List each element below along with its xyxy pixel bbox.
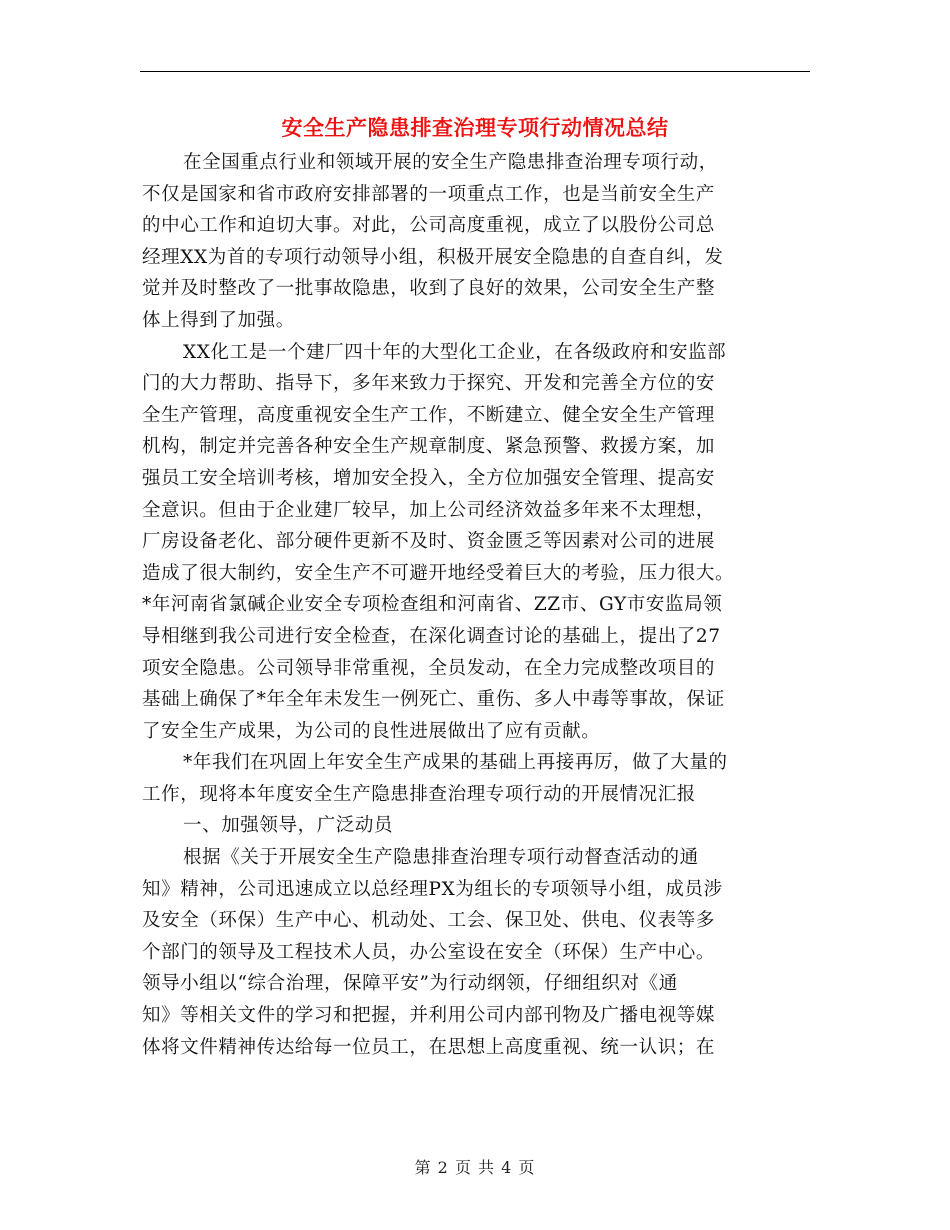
body-line: 项安全隐患。公司领导非常重视，全员发动，在全力完成整改项目的 xyxy=(142,657,716,679)
body-line: 知》精神，公司迅速成立以总经理PX为组长的专项领导小组，成员涉 xyxy=(142,878,723,900)
body-line: *年河南省氯碱企业安全专项检查组和河南省、ZZ市、GY市安监局领 xyxy=(142,594,723,616)
body-line: 全生产管理，高度重视安全生产工作，不断建立、健全安全生产管理 xyxy=(142,404,716,426)
body-line: 觉并及时整改了一批事故隐患，收到了良好的效果，公司安全生产整 xyxy=(142,278,716,300)
document-body xyxy=(142,147,812,1063)
body-line: 导相继到我公司进行安全检查，在深化调查讨论的基础上，提出了27 xyxy=(142,625,721,647)
body-line: 在全国重点行业和领域开展的安全生产隐患排查治理专项行动， xyxy=(183,152,718,173)
body-line: 体将文件精神传达给每一位员工，在思想上高度重视、统一认识；在 xyxy=(142,1036,716,1058)
body-line: 工作，现将本年度安全生产隐患排查治理专项行动的开展情况汇报 xyxy=(142,783,696,805)
body-line: 全意识。但由于企业建厂较早，加上公司经济效益多年来不太理想， xyxy=(142,499,716,521)
body-line: *年我们在巩固上年安全生产成果的基础上再接再厉，做了大量的 xyxy=(183,752,728,774)
body-line: 门的大力帮助、指导下，多年来致力于探究、开发和完善全方位的安 xyxy=(142,373,716,395)
body-line: 强员工安全培训考核，增加安全投入，全方位加强安全管理、提高安 xyxy=(142,467,716,489)
body-line: 根据《关于开展安全生产隐患排查治理专项行动督查活动的通 xyxy=(183,847,699,869)
body-line: 知》等相关文件的学习和把握，并利用公司内部刊物及广播电视等媒 xyxy=(142,1005,716,1027)
body-line: 不仅是国家和省市政府安排部署的一项重点工作，也是当前安全生产 xyxy=(142,183,716,205)
body-line: 个部门的领导及工程技术人员，办公室设在安全（环保）生产中心。 xyxy=(142,941,716,963)
body-line: 经理XX为首的专项行动领导小组，积极开展安全隐患的自查自纠，发 xyxy=(142,246,724,268)
document-title: 安全生产隐患排查治理专项行动情况总结 xyxy=(281,115,669,140)
header-rule xyxy=(140,71,810,72)
body-line: 造成了很大制约，安全生产不可避开地经受着巨大的考验，压力很大。 xyxy=(142,562,735,584)
body-line: 及安全（环保）生产中心、机动处、工会、保卫处、供电、仪表等多 xyxy=(142,910,716,932)
body-line: XX化工是一个建厂四十年的大型化工企业，在各级政府和安监部 xyxy=(183,341,727,363)
body-line: 机构，制定并完善各种安全生产规章制度、紧急预警、救援方案，加 xyxy=(142,436,716,458)
body-line: 体上得到了加强。 xyxy=(142,309,295,331)
body-line: 领导小组以“综合治理，保障平安”为行动纲领，仔细组织对《通 xyxy=(142,973,678,995)
page-number-footer: 第 2 页 共 4 页 xyxy=(414,1158,536,1177)
body-line: 基础上确保了*年全年未发生一例死亡、重伤、多人中毒等事故，保证 xyxy=(142,689,725,711)
body-line: 了安全生产成果，为公司的良性进展做出了应有贡献。 xyxy=(142,720,601,742)
section-heading: 一、加强领导，广泛动员 xyxy=(183,815,394,837)
body-line: 厂房设备老化、部分硬件更新不及时、资金匮乏等因素对公司的进展 xyxy=(142,531,716,553)
body-line: 的中心工作和迫切大事。对此，公司高度重视，成立了以股份公司总 xyxy=(142,215,716,237)
